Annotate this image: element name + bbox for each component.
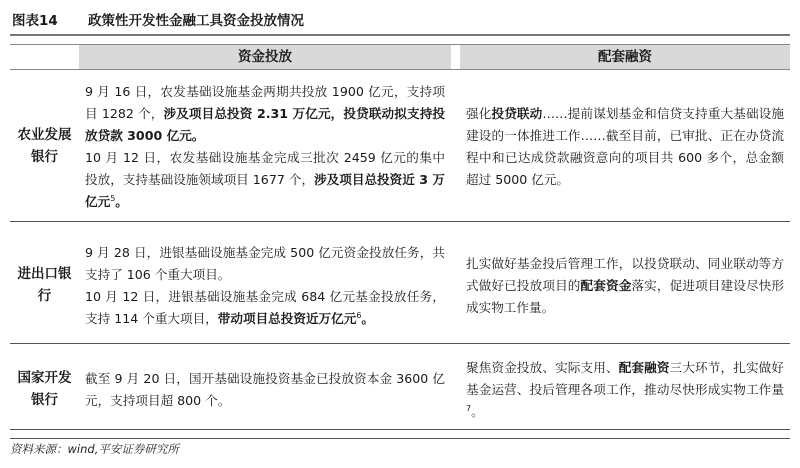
column-gap bbox=[451, 70, 460, 221]
matching-cell bbox=[460, 70, 790, 221]
bank-name: 农业发展银行 bbox=[17, 126, 72, 165]
funds-paragraph bbox=[85, 81, 445, 147]
table-row bbox=[10, 348, 790, 430]
funds-highlight: 涉及项目总投资 2.31 万亿元，投贷联动拟支持投放贷款 3000 亿元。 bbox=[85, 106, 446, 143]
bank-name: 国家开发银行 bbox=[17, 369, 72, 408]
funds-punct: 。 bbox=[361, 311, 375, 326]
header-funds: 资金投放 bbox=[238, 49, 292, 65]
header-blank bbox=[10, 45, 79, 69]
column-gap bbox=[451, 348, 460, 429]
funds-cell bbox=[79, 70, 451, 221]
matching-paragraph bbox=[466, 103, 784, 191]
matching-text: ……提前谋划基金和信贷支持重大基础设施建设的一体推进工作……截至目前，已审批、正在办贷流程中和已达成贷款融资意向的项目共 600 多个，总金额超过 5000 亿元。 bbox=[466, 106, 785, 187]
funds-paragraph: 截至 9 月 20 日，国开基础设施投资基金已投放资本金 3600 亿元，支持项目超 800 个。 bbox=[85, 371, 445, 408]
matching-text: 。 bbox=[471, 404, 484, 419]
figure-title: 政策性开发性金融工具资金投放情况 bbox=[88, 13, 304, 29]
figure-title-bar bbox=[10, 10, 790, 36]
matching-paragraph bbox=[466, 253, 784, 319]
matching-text: 三大环节，扎实做好基金运营、投后管理各项工作，推动尽快形成实物工作量 bbox=[466, 360, 785, 397]
funds-cell bbox=[79, 226, 451, 343]
matching-cell bbox=[460, 348, 790, 429]
matching-highlight: 投贷联动 bbox=[491, 106, 543, 121]
matching-text: 落实，促进项目建设尽快形成实物工作量。 bbox=[466, 278, 785, 315]
funds-paragraph bbox=[85, 147, 445, 213]
source-note: 资料来源：wind,平安证券研究所 bbox=[10, 438, 790, 457]
matching-paragraph bbox=[466, 357, 784, 423]
matching-text: 扎实做好基金投后管理工作，以投贷联动、同业联动等方式做好已投放项目的 bbox=[466, 256, 784, 293]
matching-highlight: 配套资金 bbox=[580, 278, 632, 293]
funds-highlight: 带动项目总投资近万亿元 bbox=[217, 311, 357, 326]
header-gap bbox=[451, 45, 460, 69]
funds-paragraph bbox=[85, 286, 445, 330]
matching-cell bbox=[460, 226, 790, 343]
funds-text: 10 月 12 日，农发基础设施基金完成三批次 2459 亿元的集中投放，支持基础设施领域项目 1677 个， bbox=[85, 150, 445, 187]
table-row bbox=[10, 226, 790, 344]
funds-paragraph: 9 月 28 日，进银基础设施基金完成 500 亿元资金投放任务，共支持了 106 个重大项目。 bbox=[85, 245, 445, 282]
bank-name: 进出口银行 bbox=[17, 265, 72, 304]
table-header bbox=[10, 44, 790, 70]
matching-text: 聚焦资金投放、实际支用、 bbox=[466, 360, 619, 375]
funds-punct: 。 bbox=[115, 194, 128, 209]
matching-highlight: 配套融资 bbox=[618, 360, 670, 375]
footnote-ref: 6 bbox=[356, 310, 362, 320]
funds-text: 10 月 12 日，进银基础设施基金完成 684 亿元基金投放任务，支持 114 个重大项目， bbox=[85, 289, 445, 326]
matching-text: 强化 bbox=[466, 106, 492, 121]
funds-text: 9 月 16 日，农发基础设施基金两期共投放 1900 亿元，支持项目 1282 个， bbox=[85, 84, 445, 121]
funds-cell bbox=[79, 348, 451, 429]
funds-highlight: 涉及项目总投资近 3 万亿元 bbox=[85, 172, 445, 209]
footnote-ref: 5 bbox=[110, 193, 116, 203]
column-gap bbox=[451, 226, 460, 343]
header-matching: 配套融资 bbox=[598, 49, 652, 65]
footnote-ref: 7 bbox=[466, 403, 472, 413]
table-row bbox=[10, 70, 790, 222]
figure-number: 图表14 bbox=[12, 13, 58, 29]
